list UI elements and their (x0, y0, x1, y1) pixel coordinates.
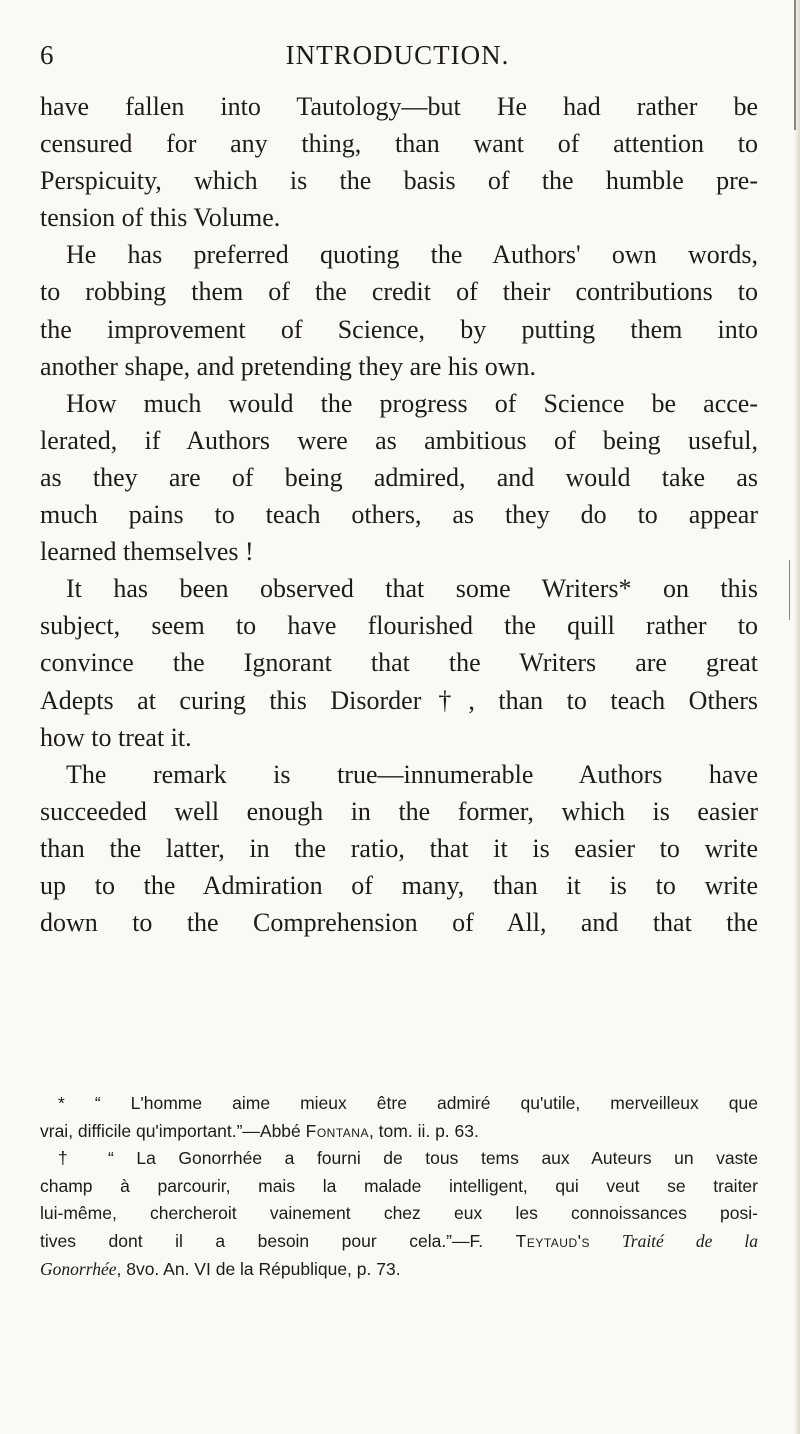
footnote-text: , 8vo. An. VI de la République, p. 73. (116, 1258, 401, 1279)
footnote-title: Gonorrhée (40, 1258, 117, 1279)
footnote-author: Teytaud's (515, 1230, 590, 1251)
body-line: Perspicuity, which is the basis of the humble pre- (40, 166, 758, 196)
footnote-author: Fontana (305, 1120, 369, 1141)
footnote-line (40, 1228, 758, 1256)
footnote-line (40, 1118, 758, 1146)
body-line: The remark is true—innumerable Authors have (66, 759, 758, 789)
binding-edge-mark (794, 0, 796, 130)
body-line: another shape, and pretending they are his own. (40, 351, 537, 381)
body-line: as they are of being admired, and would take as (40, 462, 758, 492)
footnote-line: † “ La Gonorrhée a fourni de tous tems aux Auteurs un vaste (58, 1148, 758, 1169)
body-line: than the latter, in the ratio, that it is easier to write (40, 833, 758, 863)
running-head (40, 40, 755, 76)
page-edge-shadow (794, 0, 800, 1434)
body-line: how to treat it. (40, 722, 192, 752)
footnote-line: lui-même, chercheroit vainement chez eux les connoissances posi- (40, 1203, 758, 1224)
body-line: It has been observed that some Writers* on this (66, 574, 758, 604)
footnote-title: Traité de la (589, 1230, 758, 1251)
body-line: He has preferred quoting the Authors' own words, (66, 240, 758, 270)
footnotes (40, 1090, 758, 1283)
footnote-text: tives dont il a besoin pour cela.”—F. (40, 1230, 516, 1251)
running-title: INTRODUCTION. (285, 40, 510, 70)
footnote-line: champ à parcourir, mais la malade intelligent, qui veut se traiter (40, 1175, 758, 1196)
body-line: lerated, if Authors were as ambitious of being useful, (40, 425, 758, 455)
body-line: tension of this Volume. (40, 203, 281, 233)
body-line: up to the Admiration of many, than it is to write (40, 870, 758, 900)
body-line: down to the Comprehension of All, and that the (40, 908, 758, 938)
footnote-text: vrai, difficile qu'important.”—Abbé (40, 1120, 306, 1141)
body-line: to robbing them of the credit of their contributions to (40, 277, 758, 307)
body-line: learned themselves ! (40, 537, 254, 567)
body-text (40, 88, 758, 941)
footnote-line: * “ L'homme aime mieux être admiré qu'utile, merveilleux que (58, 1093, 758, 1113)
page-number: 6 (40, 40, 55, 70)
body-line: much pains to teach others, as they do to appear (40, 500, 758, 530)
footnote-line (40, 1256, 758, 1284)
body-line: censured for any thing, than want of attention to (40, 129, 758, 159)
body-line: succeeded well enough in the former, which is easier (40, 796, 758, 826)
body-line: Adepts at curing this Disorder†, than to teach Others (40, 685, 758, 715)
body-line: How much would the progress of Science be acce- (66, 388, 758, 418)
binding-edge-mark (789, 560, 790, 620)
footnote-text: , tom. ii. p. 63. (368, 1120, 479, 1141)
body-line: the improvement of Science, by putting them into (40, 314, 758, 344)
body-line: convince the Ignorant that the Writers are great (40, 648, 758, 678)
body-line: subject, seem to have flourished the quill rather to (40, 611, 758, 641)
body-line: have fallen into Tautology—but He had rather be (40, 92, 758, 121)
